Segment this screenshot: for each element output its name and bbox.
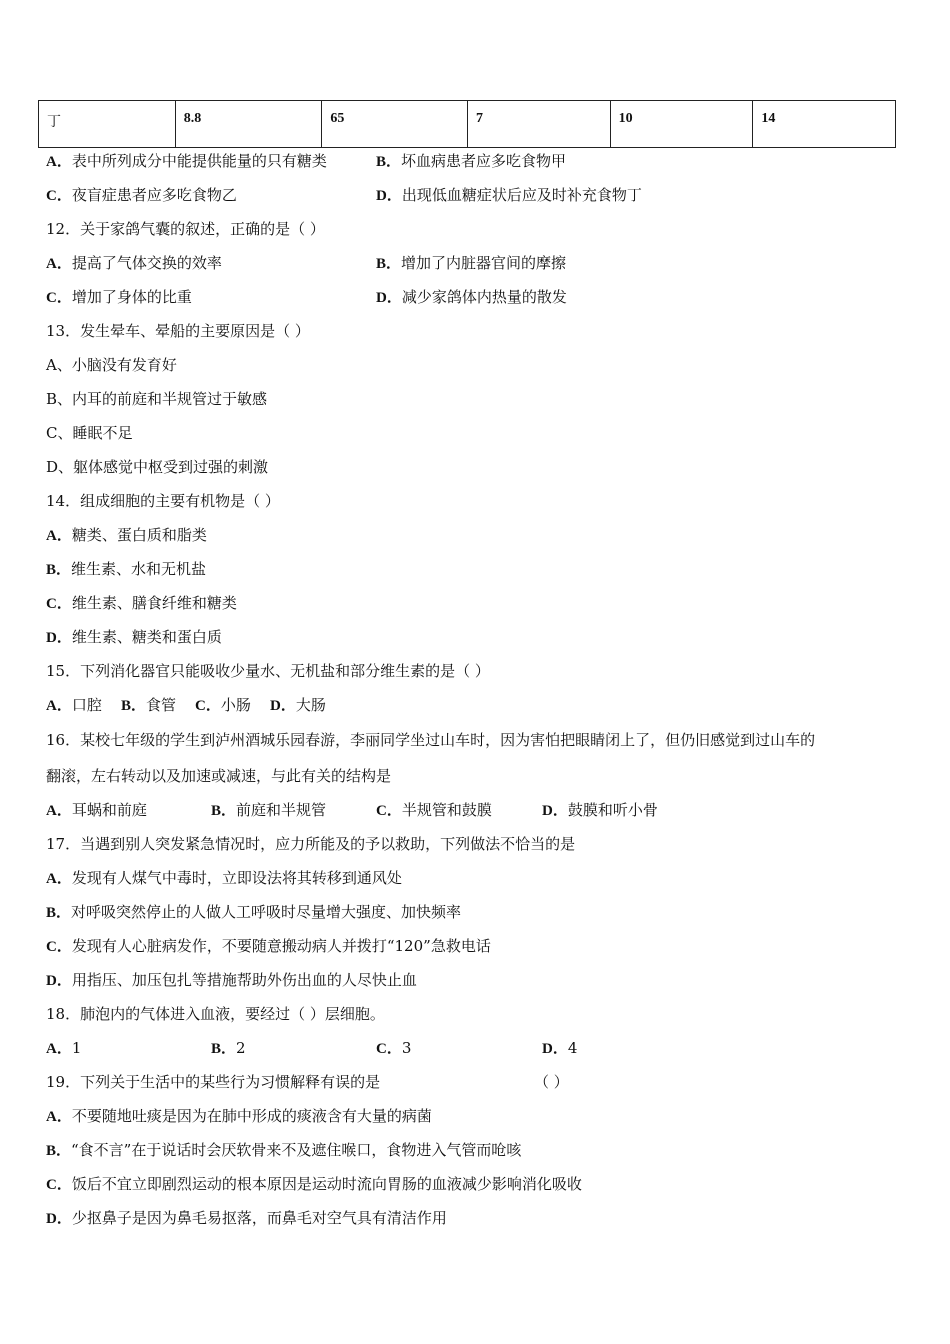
table-cell-food: 丁 (39, 101, 176, 147)
q11-option-d: D．出现低血糖症状后应及时补充食物丁 (376, 186, 642, 204)
q19-stem: 19．下列关于生活中的某些行为习惯解释有误的是 (46, 1073, 381, 1091)
q19-option-c: C．饭后不宜立即剧烈运动的根本原因是运动时流向胃肠的血液减少影响消化吸收 (46, 1175, 582, 1193)
q12-stem: 12．关于家鸽气囊的叙述，正确的是（ ） (46, 220, 325, 238)
table-cell-value: 8.8 (176, 101, 323, 147)
q18-option-c: C．3 (376, 1039, 412, 1057)
q11-option-b: B．坏血病患者应多吃食物甲 (376, 152, 567, 170)
table-cell-value: 7 (468, 101, 611, 147)
q11-option-a: A．表中所列成分中能提供能量的只有糖类 (46, 152, 327, 170)
q17-option-d: D．用指压、加压包扎等措施帮助外伤出血的人尽快止血 (46, 971, 417, 989)
q14-option-a: A．糖类、蛋白质和脂类 (46, 526, 207, 544)
q16-option-b: B．前庭和半规管 (211, 801, 327, 819)
q12-option-a: A．提高了气体交换的效率 (46, 254, 222, 272)
q17-option-b: B．对呼吸突然停止的人做人工呼吸时尽量增大强度、加快频率 (46, 903, 462, 921)
table-cell-value: 14 (761, 111, 776, 126)
q13-stem: 13．发生晕车、晕船的主要原因是（ ） (46, 322, 310, 340)
q18-option-a: A．1 (46, 1039, 82, 1057)
q19-option-b: B．“食不言”在于说话时会厌软骨来不及遮住喉口，食物进入气管而呛咳 (46, 1141, 522, 1159)
q18-option-b: B．2 (211, 1039, 246, 1057)
q17-option-c: C．发现有人心脏病发作，不要随意搬动病人并拨打“120”急救电话 (46, 937, 491, 955)
q13-option-a: A、小脑没有发育好 (46, 356, 177, 374)
q16-stem-line1: 16．某校七年级的学生到泸州酒城乐园春游，李丽同学坐过山车时，因为害怕把眼睛闭上了，但仍旧感觉到过山车的 (46, 731, 816, 749)
q15-options: A．口腔 B．食管 C．小肠 D．大肠 (46, 696, 326, 714)
q13-option-d: D、躯体感觉中枢受到过强的刺激 (46, 458, 269, 476)
q16-option-a: A．耳蜗和前庭 (46, 801, 147, 819)
q14-option-c: C．维生素、膳食纤维和糖类 (46, 594, 237, 612)
q14-option-d: D．维生素、糖类和蛋白质 (46, 628, 222, 646)
q18-stem: 18．肺泡内的气体进入血液，要经过（ ）层细胞。 (46, 1005, 385, 1023)
q12-option-d: D．减少家鸽体内热量的散发 (376, 288, 567, 306)
q15-stem: 15．下列消化器官只能吸收少量水、无机盐和部分维生素的是（ ） (46, 662, 490, 680)
q19-option-d: D．少抠鼻子是因为鼻毛易抠落，而鼻毛对空气具有清洁作用 (46, 1209, 447, 1227)
nutrient-table-row (38, 100, 896, 148)
q19-answer-paren: （ ） (534, 1073, 569, 1091)
q13-option-b: B、内耳的前庭和半规管过于敏感 (46, 390, 268, 408)
q14-stem: 14．组成细胞的主要有机物是（ ） (46, 492, 280, 510)
q17-stem: 17．当遇到别人突发紧急情况时，应力所能及的予以救助，下列做法不恰当的是 (46, 835, 576, 853)
q16-stem-line2: 翻滚，左右转动以及加速或减速，与此有关的结构是 (46, 767, 392, 785)
q17-option-a: A．发现有人煤气中毒时，立即设法将其转移到通风处 (46, 869, 402, 887)
q16-option-c: C．半规管和鼓膜 (376, 801, 492, 819)
q12-option-c: C．增加了身体的比重 (46, 288, 192, 306)
table-cell-value: 10 (611, 101, 754, 147)
table-cell-value: 65 (322, 101, 468, 147)
q11-option-c: C．夜盲症患者应多吃食物乙 (46, 186, 237, 204)
q19-option-a: A．不要随地吐痰是因为在肺中形成的痰液含有大量的病菌 (46, 1107, 432, 1125)
q18-option-d: D．4 (542, 1039, 578, 1057)
q14-option-b: B．维生素、水和无机盐 (46, 560, 207, 578)
q13-option-c: C、睡眠不足 (46, 424, 133, 442)
q12-option-b: B．增加了内脏器官间的摩擦 (376, 254, 567, 272)
q16-option-d: D．鼓膜和听小骨 (542, 801, 658, 819)
